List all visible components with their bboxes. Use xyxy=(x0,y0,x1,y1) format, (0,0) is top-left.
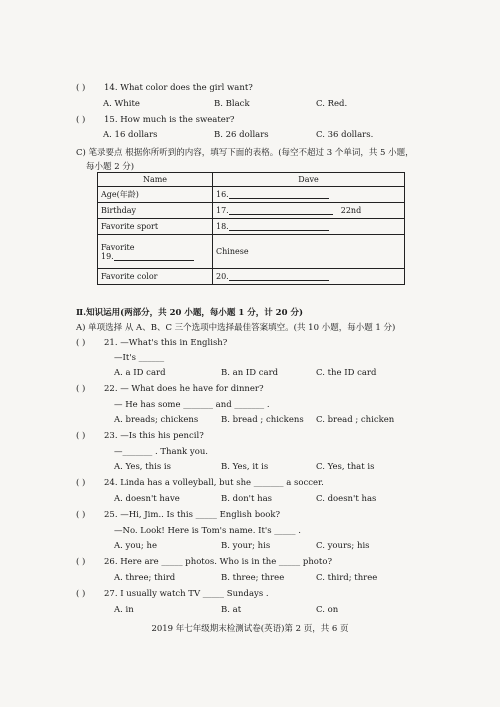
info-table xyxy=(97,172,405,285)
option-b: B. an ID card xyxy=(221,368,279,378)
option-a: A. breads; chickens xyxy=(114,415,199,425)
table-row-label: Favorite sport xyxy=(98,219,213,235)
table-header-name: Name xyxy=(98,173,213,187)
option-a: A. in xyxy=(114,605,134,615)
question-text: 14. What color does the girl want? xyxy=(104,83,253,93)
option-a: A. a ID card xyxy=(114,368,166,378)
option-b: B. bread ; chickens xyxy=(221,415,304,425)
table-row-blank: 20. xyxy=(213,269,405,285)
option-b: B. your; his xyxy=(221,541,271,551)
option-a: A. you; he xyxy=(114,541,158,551)
question-26: ( ) 26. Here are _____ photos. Who is in the _____ photo? xyxy=(76,557,333,567)
option-b: B. three; three xyxy=(221,573,285,583)
part-2-title: Ⅱ.知识运用(两部分，共 20 小题，每小题 1 分，计 20 分) xyxy=(76,308,303,318)
option-c: C. third; three xyxy=(316,573,378,583)
table-row-label: Favorite 19. xyxy=(98,235,213,269)
answer-paren: ( ) xyxy=(76,83,86,93)
question-21-line2: —It's ______ xyxy=(114,353,165,363)
option-a: A. White xyxy=(103,99,140,109)
option-a: A. Yes, this is xyxy=(114,462,171,472)
question-21: ( ) 21. —What's this in English? xyxy=(76,338,228,348)
option-b: B. at xyxy=(221,605,242,615)
question-15 xyxy=(76,115,234,125)
table-row-blank: 17. 22nd xyxy=(213,203,405,219)
option-c: C. the ID card xyxy=(316,368,377,378)
question-25-line2: —No. Look! Here is Tom's name. It's _____ . xyxy=(114,526,301,536)
question-23-line2: —_______ . Thank you. xyxy=(114,447,208,457)
table-row-label: Age(年龄) xyxy=(98,187,213,203)
table-row-label: Favorite color xyxy=(98,269,213,285)
answer-paren: ( ) xyxy=(76,115,86,125)
option-c: C. on xyxy=(316,605,339,615)
question-text: 15. How much is the sweater? xyxy=(104,115,235,125)
section-c-line2: 每小题 2 分) xyxy=(86,162,135,172)
table-row-blank: 16. xyxy=(213,187,405,203)
table-row-blank: 18. xyxy=(213,219,405,235)
option-b: B. don't has xyxy=(221,494,273,504)
page-footer: 2019 年七年级期末检测试卷(英语)第 2 页，共 6 页 xyxy=(151,624,349,634)
question-24: ( ) 24. Linda has a volleyball, but she _______ a soccer. xyxy=(76,478,324,488)
option-c: C. yours; his xyxy=(316,541,370,551)
part-2-subtitle: A) 单项选择 从 A、B、C 三个选项中选择最佳答案填空。(共 10 小题，每小题 1 分) xyxy=(76,323,396,333)
table-header-dave: Dave xyxy=(213,173,405,187)
question-14 xyxy=(76,83,253,93)
option-c: C. doesn't has xyxy=(316,494,377,504)
question-25: ( ) 25. —Hi, Jim.. Is this _____ English book? xyxy=(76,510,281,520)
option-a: A. doesn't have xyxy=(114,494,180,504)
option-c: C. 36 dollars. xyxy=(316,130,374,140)
table-row-label: Birthday xyxy=(98,203,213,219)
question-23: ( ) 23. —Is this his pencil? xyxy=(76,431,204,441)
section-c-line1: C) 笔录要点 根据你所听到的内容，填写下面的表格。(每空不超过 3 个单词，共 5 小题， xyxy=(76,148,414,158)
question-22: ( ) 22. — What does he have for dinner? xyxy=(76,384,264,394)
table-row-value: Chinese xyxy=(213,235,405,269)
option-b: B. 26 dollars xyxy=(214,130,269,140)
option-a: A. three; third xyxy=(114,573,176,583)
option-b: B. Yes, it is xyxy=(221,462,269,472)
option-c: C. Red. xyxy=(316,99,348,109)
question-27: ( ) 27. I usually watch TV _____ Sundays . xyxy=(76,589,269,599)
option-b: B. Black xyxy=(214,99,250,109)
option-c: C. bread ; chicken xyxy=(316,415,395,425)
question-22-line2: — He has some _______ and _______ . xyxy=(114,400,270,410)
option-c: C. Yes, that is xyxy=(316,462,375,472)
option-a: A. 16 dollars xyxy=(103,130,158,140)
